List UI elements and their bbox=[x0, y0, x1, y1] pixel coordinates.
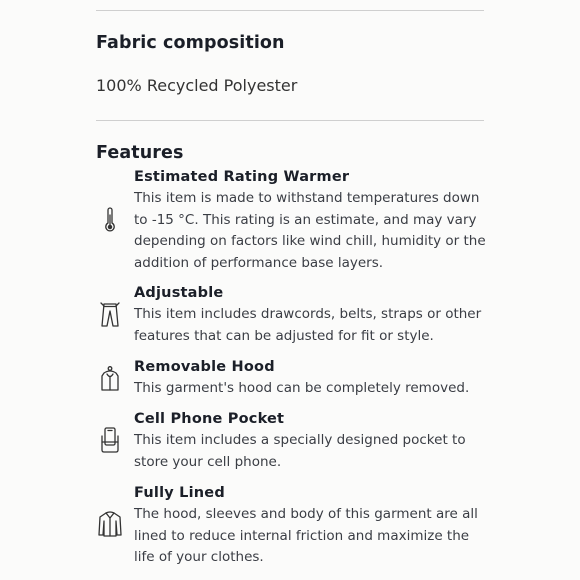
fabric-composition-heading: Fabric composition bbox=[96, 33, 285, 53]
thermometer-icon bbox=[96, 206, 124, 234]
feature-name: Removable Hood bbox=[134, 359, 275, 375]
section-divider bbox=[96, 120, 484, 121]
hood-icon bbox=[96, 365, 124, 393]
feature-name: Cell Phone Pocket bbox=[134, 411, 285, 427]
features-heading: Features bbox=[96, 143, 184, 163]
adjustable-pants-icon bbox=[96, 300, 124, 328]
feature-description: The hood, sleeves and body of this garment are all lined to reduce internal friction and maximize the life of your clothes. bbox=[134, 506, 478, 565]
feature-description: This garment's hood can be completely removed. bbox=[134, 380, 470, 396]
phone-pocket-icon bbox=[96, 426, 124, 454]
lined-jacket-icon bbox=[96, 510, 124, 538]
feature-name: Adjustable bbox=[134, 285, 224, 301]
feature-description: This item includes a specially designed pocket to store your cell phone. bbox=[134, 432, 466, 470]
feature-description: This item includes drawcords, belts, straps or other features that can be adjusted for fit or style. bbox=[134, 306, 482, 344]
feature-name: Estimated Rating Warmer bbox=[134, 169, 350, 185]
feature-name: Fully Lined bbox=[134, 485, 225, 501]
feature-description: This item is made to withstand temperatures down to -15 °C. This rating is an estimate, and may vary depending on factors like wind chill, humidity or the addition of performance base layers. bbox=[134, 190, 486, 271]
top-divider bbox=[96, 10, 484, 11]
fabric-composition-value: 100% Recycled Polyester bbox=[96, 76, 298, 95]
